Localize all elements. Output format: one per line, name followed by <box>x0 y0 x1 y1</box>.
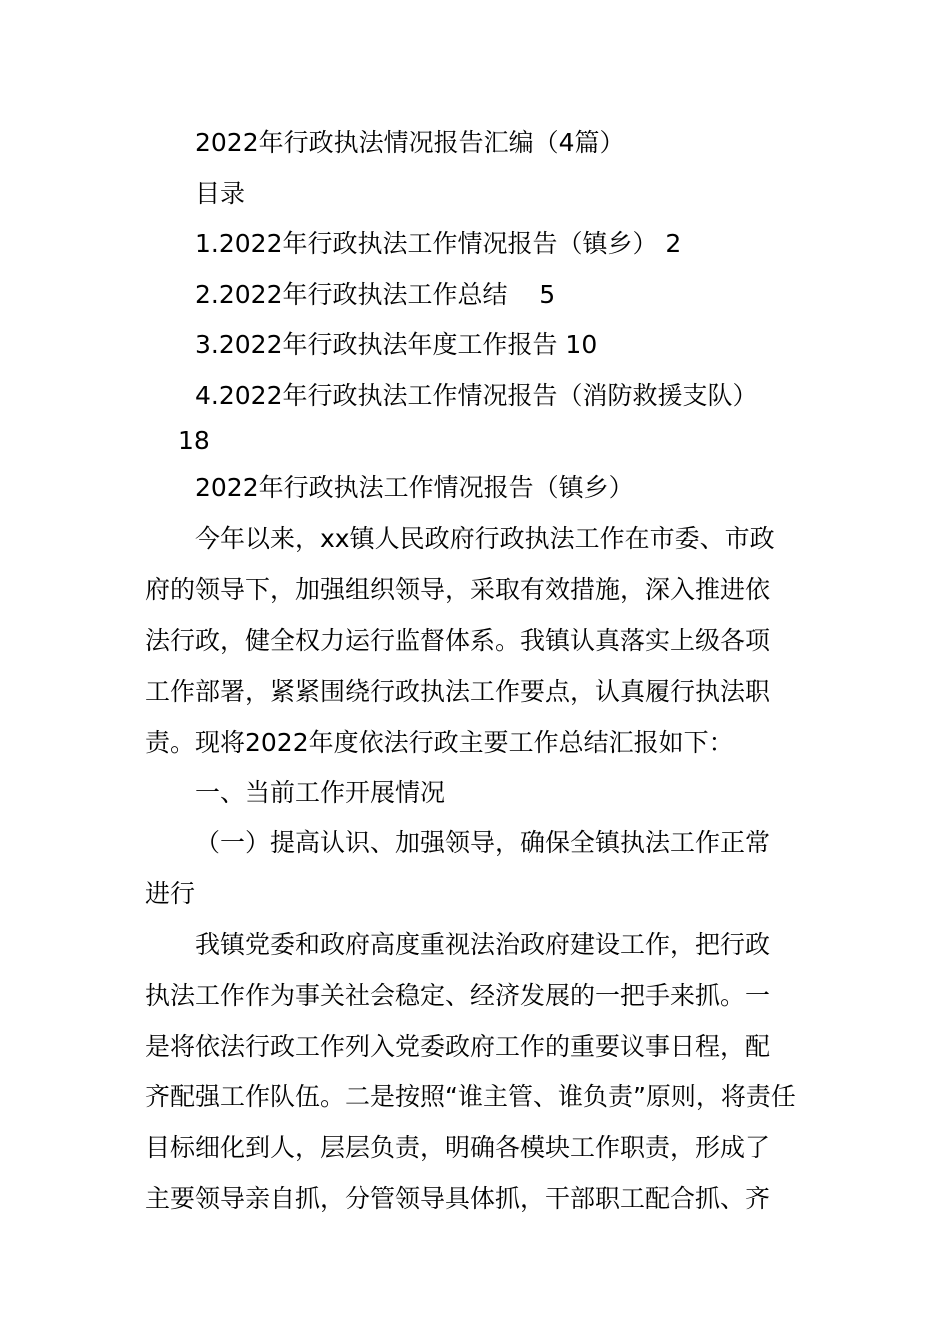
paragraph-line: 今年以来，xx镇人民政府行政执法工作在市委、市政 <box>195 524 775 553</box>
paragraph-line: 是将依法行政工作列入党委政府工作的重要议事日程，配 <box>145 1032 771 1061</box>
section-heading: 一、当前工作开展情况 <box>195 778 446 807</box>
subsection-heading: （一）提高认识、加强领导，确保全镇执法工作正常 <box>195 828 771 857</box>
paragraph-line: 我镇党委和政府高度重视法治政府建设工作，把行政 <box>195 930 771 959</box>
paragraph-line: 府的领导下，加强组织领导，采取有效措施，深入推进依 <box>145 575 771 604</box>
paragraph-line: 执法工作作为事关社会稳定、经济发展的一把手来抓。一 <box>145 981 771 1010</box>
toc-item-2: 2.2022年行政执法工作总结 5 <box>195 280 556 309</box>
article-title: 2022年行政执法工作情况报告（镇乡） <box>195 473 634 502</box>
toc-item-3: 3.2022年行政执法年度工作报告 10 <box>195 330 598 359</box>
paragraph-line: 主要领导亲自抓，分管领导具体抓，干部职工配合抓、齐 <box>145 1184 771 1213</box>
paragraph-line: 齐配强工作队伍。二是按照“谁主管、谁负责”原则，将责任 <box>145 1082 796 1111</box>
toc-item-4: 4.2022年行政执法工作情况报告（消防救援支队） <box>195 381 758 410</box>
toc-item-4-page: 18 <box>178 426 210 455</box>
toc-heading: 目录 <box>195 179 246 208</box>
paragraph-line: 责。现将2022年度依法行政主要工作总结汇报如下： <box>145 728 734 757</box>
subsection-heading-cont: 进行 <box>145 879 196 908</box>
document-title: 2022年行政执法情况报告汇编（4篇） <box>195 128 625 157</box>
paragraph-line: 法行政，健全权力运行监督体系。我镇认真落实上级各项 <box>145 626 771 655</box>
paragraph-line: 目标细化到人，层层负责，明确各模块工作职责，形成了 <box>145 1133 771 1162</box>
toc-item-1: 1.2022年行政执法工作情况报告（镇乡） 2 <box>195 229 682 258</box>
paragraph-line: 工作部署，紧紧围绕行政执法工作要点，认真履行执法职 <box>145 677 771 706</box>
